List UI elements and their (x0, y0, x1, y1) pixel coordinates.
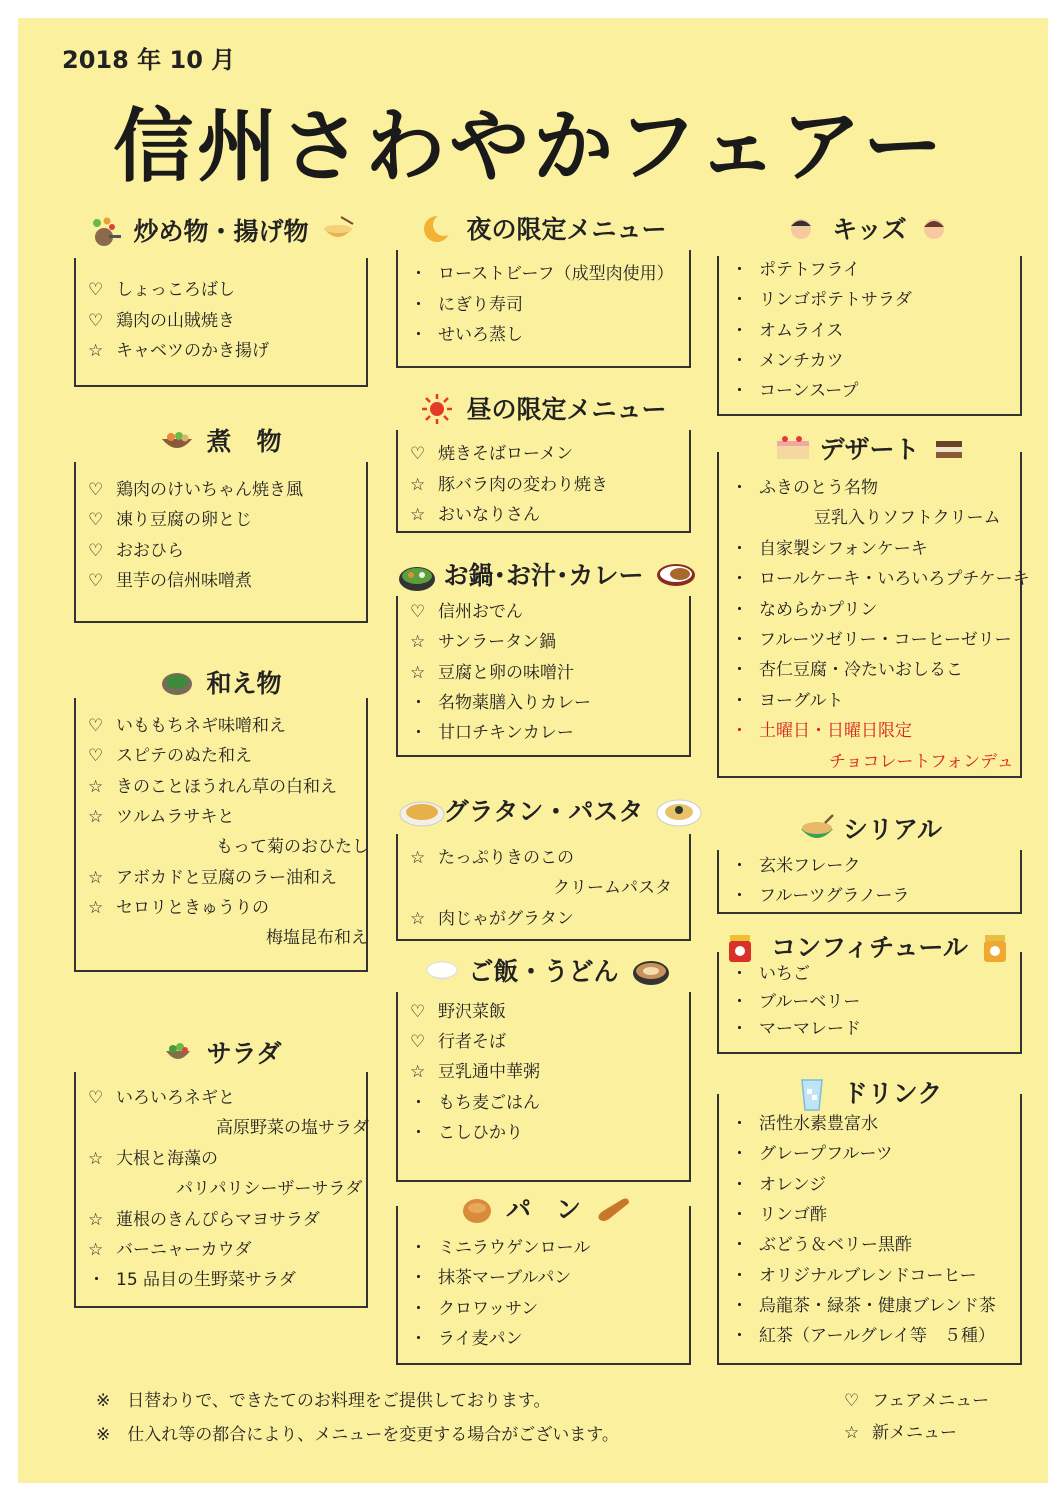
item-text: 自家製シフォンケーキ (759, 538, 928, 559)
menu-item (88, 309, 362, 333)
item-text: 大根と海藻の (116, 1148, 218, 1169)
item-text: 豆乳通中華粥 (438, 1062, 540, 1083)
item-mark: ・ (731, 1144, 748, 1165)
item-text: キャベツのかき揚げ (116, 341, 269, 361)
item-text: にぎり寿司 (438, 294, 523, 315)
item-text: バーニャーカウダ (116, 1240, 252, 1260)
page-title: 信州さわやかフェアー (113, 100, 947, 193)
item-text: 鶏肉のけいちゃん焼き風 (116, 480, 303, 500)
item-mark: ・ (731, 599, 748, 620)
menu-item (731, 689, 1016, 713)
item-mark: ・ (410, 325, 427, 345)
item-text: もち麦ごはん (438, 1092, 540, 1113)
item-mark: ・ (410, 723, 427, 744)
item-text: ミニラウゲンロール (438, 1238, 591, 1258)
item-text: 豆乳入りソフトクリーム (814, 508, 1001, 529)
menu-item (88, 744, 362, 768)
menu-item (731, 628, 1016, 652)
item-mark: ・ (731, 381, 748, 402)
item-text: リンゴポテトサラダ (759, 290, 912, 311)
section-cereal (717, 804, 1022, 914)
item-mark: ♡ (88, 280, 104, 300)
item-text: ローストビーフ（成型肉使用） (438, 264, 674, 284)
menu-item (731, 884, 1016, 908)
menu-item (731, 1203, 1016, 1227)
menu-item (410, 1266, 685, 1290)
item-mark: ・ (731, 964, 748, 984)
menu-item (731, 379, 1016, 403)
item-text: オレンジ (759, 1174, 827, 1195)
item-mark: ・ (731, 290, 748, 311)
item-mark: ・ (410, 1122, 427, 1143)
menu-item (88, 1268, 362, 1292)
section-title-gratin: グラタン・パスタ (443, 797, 644, 826)
menu-item (731, 658, 1016, 682)
item-text: 蓮根のきんぴらマヨサラダ (116, 1209, 320, 1230)
item-mark: ♡ (410, 602, 426, 622)
section-drink (717, 1068, 1022, 1365)
section-aemono (74, 660, 368, 972)
menu-item (88, 896, 362, 920)
item-text: 烏龍茶・緑茶・健康ブレンド茶 (759, 1295, 996, 1316)
item-text: チョコレートフォンデュ (829, 751, 1014, 772)
item-mark: ・ (731, 478, 748, 498)
item-text: 野沢菜飯 (438, 1002, 506, 1022)
section-title-nimono: 煮 物 (206, 427, 282, 456)
hotpot-icon (397, 559, 431, 589)
menu-item (410, 1327, 685, 1351)
item-text: ライ麦パン (438, 1328, 523, 1349)
section-stirfry (74, 200, 368, 387)
section-lunch (396, 386, 691, 533)
item-text: クロワッサン (438, 1298, 539, 1319)
item-text: 高原野菜の塩サラダ (216, 1118, 369, 1139)
item-text: クリームパスタ (553, 878, 672, 899)
item-text: グレープフルーツ (759, 1144, 893, 1165)
item-mark: ♡ (88, 570, 104, 591)
menu-item (88, 1147, 362, 1171)
item-text: 凍り豆腐の卵とじ (116, 510, 252, 531)
section-rice (396, 946, 691, 1182)
item-text: 紅茶（アールグレイ等 ５種） (759, 1326, 995, 1347)
item-text: 15 品目の生野菜サラダ (116, 1270, 296, 1291)
section-nimono (74, 418, 368, 623)
section-title-stirfry: 炒め物・揚げ物 (133, 217, 309, 246)
child-face-icon-2 (919, 213, 953, 243)
item-text: いちご (759, 964, 810, 984)
item-text: おおひら (116, 540, 184, 561)
menu-item (410, 721, 685, 745)
item-mark: ・ (731, 1295, 748, 1316)
item-mark: ♡ (88, 540, 104, 561)
item-mark: ☆ (88, 867, 104, 888)
item-mark: ☆ (410, 908, 426, 929)
legend-fair (844, 1386, 989, 1411)
menu-item (410, 600, 685, 624)
item-text: ブルーベリー (759, 991, 861, 1012)
item-text: 玄米フレーク (759, 856, 861, 876)
item-mark: ・ (731, 350, 748, 371)
child-face-icon (786, 213, 820, 243)
menu-item (410, 473, 685, 497)
menu-item (410, 1121, 685, 1145)
menu-item (88, 339, 362, 363)
menu-item (731, 319, 1016, 343)
menu-item (410, 1060, 685, 1084)
menu-item (731, 1017, 1016, 1041)
section-title-dessert: デザート (819, 435, 920, 464)
item-mark: ☆ (410, 505, 426, 525)
item-mark: ♡ (88, 716, 104, 736)
menu-item (410, 1000, 685, 1024)
item-mark: ☆ (88, 806, 104, 827)
item-text: フルーツグラノーラ (759, 886, 910, 907)
item-text: しょっころばし (116, 280, 235, 300)
item-text: 甘口チキンカレー (438, 723, 574, 744)
menu-item (410, 846, 685, 870)
date-label: 2018 年 10 月 (62, 46, 236, 74)
section-bread (396, 1184, 691, 1365)
item-text: 信州おでん (438, 602, 523, 622)
item-mark: ♡ (410, 1032, 426, 1053)
item-mark: ☆ (88, 341, 104, 361)
item-mark: ♡ (88, 480, 104, 500)
udon-bowl-icon (631, 955, 665, 985)
item-mark: ・ (410, 294, 427, 315)
item-mark: ・ (410, 1238, 427, 1258)
item-mark: ♡ (88, 1088, 104, 1108)
item-mark: ・ (731, 1204, 748, 1225)
item-mark: ・ (731, 991, 748, 1012)
menu-item (88, 866, 362, 890)
item-text: オリジナルブレンドコーヒー (759, 1265, 977, 1286)
menu-item (410, 630, 685, 654)
item-mark: ・ (731, 630, 748, 650)
item-mark: ♡ (88, 310, 104, 331)
item-mark: ♡ (88, 510, 104, 531)
item-text: たっぷりきのこの (438, 848, 574, 868)
pasta-plate-icon (655, 795, 689, 825)
menu-item (731, 854, 1016, 878)
menu-item (410, 661, 685, 685)
section-title-rice: ご飯・うどん (468, 957, 619, 986)
item-text: ポテトフライ (759, 260, 860, 280)
section-title-nabe: お鍋･お汁･カレー (443, 561, 644, 590)
item-mark: ・ (731, 660, 748, 681)
menu-item (88, 478, 362, 502)
item-text: サンラータン鍋 (438, 632, 557, 653)
item-mark: ・ (731, 260, 748, 280)
menu-item (731, 476, 1016, 500)
item-text: メンチカツ (759, 350, 844, 371)
item-text: 鶏肉の山賊焼き (116, 310, 235, 331)
menu-item (731, 506, 1016, 530)
item-mark: ☆ (410, 848, 426, 868)
heart-mark: ♡ (844, 1391, 860, 1411)
menu-item (731, 598, 1016, 622)
item-text: いろいろネギと (116, 1088, 235, 1108)
item-mark: ・ (731, 856, 748, 876)
item-text: マーマレード (759, 1019, 861, 1039)
legend-new-label: 新メニュー (872, 1423, 957, 1443)
item-text: 土曜日・日曜日限定 (759, 721, 912, 742)
item-text: もって菊のおひたし (216, 837, 369, 858)
section-dessert (717, 426, 1030, 778)
section-title-drink: ドリンク (842, 1079, 943, 1108)
gratin-dish-icon (398, 795, 432, 825)
stirfry-icon (87, 215, 121, 245)
menu-item (410, 1091, 685, 1115)
item-text: せいろ蒸し (438, 325, 523, 345)
item-mark: ・ (731, 569, 748, 590)
menu-item (731, 750, 1016, 774)
item-mark: ・ (88, 1270, 105, 1291)
menu-item (410, 323, 685, 347)
item-mark: ☆ (88, 1148, 104, 1169)
item-text: 名物薬膳入りカレー (438, 692, 591, 713)
item-text: アボカドと豆腐のラー油和え (116, 867, 337, 888)
menu-item (731, 1112, 1016, 1136)
section-night (396, 206, 691, 368)
item-mark: ☆ (88, 1240, 104, 1260)
item-mark: ♡ (410, 444, 426, 464)
noodle-bowl-icon (321, 215, 355, 245)
legend-fair-label: フェアメニュー (872, 1391, 990, 1411)
menu-item (88, 1238, 362, 1262)
menu-item (731, 567, 1030, 591)
menu-item (88, 539, 362, 563)
item-text: きのことほうれん草の白和え (116, 776, 337, 797)
section-title-salad: サラダ (206, 1039, 282, 1068)
note-menu-change: ※ 仕入れ等の都合により、メニューを変更する場合がございます。 (96, 1425, 619, 1445)
menu-item (88, 926, 368, 950)
menu-item (731, 1324, 1016, 1348)
item-text: ふきのとう名物 (759, 478, 878, 498)
section-nabe (396, 550, 691, 757)
item-mark: ☆ (410, 1062, 426, 1083)
item-text: ロールケーキ・いろいろプチケーキ (759, 569, 1030, 590)
menu-item (731, 1142, 1016, 1166)
item-mark: ♡ (88, 746, 104, 767)
greens-dish-icon (160, 667, 194, 697)
item-mark: ☆ (410, 662, 426, 683)
menu-item (731, 990, 1016, 1014)
item-text: 杏仁豆腐・冷たいおしるこ (759, 660, 963, 681)
item-text: スピテのぬた和え (116, 746, 252, 767)
item-mark: ☆ (88, 1209, 104, 1230)
menu-item (731, 962, 1016, 986)
item-text: ツルムラサキと (116, 806, 235, 827)
item-text: パリパリシーザーサラダ (176, 1179, 363, 1200)
menu-item (88, 1086, 362, 1110)
item-text: 肉じゃがグラタン (438, 908, 574, 929)
item-mark: ・ (410, 1328, 427, 1349)
item-text: コーンスープ (759, 381, 859, 402)
menu-item (410, 691, 685, 715)
item-text: 里芋の信州味噌煮 (116, 570, 252, 591)
section-gratin (396, 786, 691, 941)
item-mark: ・ (731, 1114, 748, 1134)
menu-item (410, 503, 685, 527)
menu-item (410, 262, 685, 286)
section-title-confiture: コンフィチュール (771, 933, 968, 962)
item-mark: ・ (731, 1326, 748, 1347)
item-text: フルーツゼリー・コーヒーゼリー (759, 630, 1012, 650)
menu-item (88, 1116, 369, 1140)
note-daily: ※ 日替わりで、できたてのお料理をご提供しております。 (96, 1391, 551, 1411)
menu-item (731, 537, 1016, 561)
menu-item (88, 1208, 362, 1232)
menu-item (731, 1264, 1016, 1288)
section-kids (717, 206, 1022, 416)
item-mark: ・ (731, 721, 748, 742)
item-mark: ・ (731, 886, 748, 907)
menu-item (410, 1236, 685, 1260)
item-text: 行者そば (438, 1032, 506, 1053)
menu-item (731, 258, 1016, 282)
rice-bowl-icon (422, 955, 456, 985)
item-mark: ・ (731, 320, 748, 341)
menu-item (410, 907, 685, 931)
section-title-lunch: 昼の限定メニュー (466, 395, 667, 424)
legend-new (844, 1418, 957, 1443)
sun-icon (420, 393, 454, 423)
item-text: 活性水素豊富水 (759, 1114, 878, 1134)
item-text: リンゴ酢 (759, 1204, 827, 1225)
item-mark: ・ (410, 264, 427, 284)
item-mark: ☆ (410, 632, 426, 653)
menu-item (731, 349, 1016, 373)
moon-icon (420, 213, 454, 243)
section-salad (74, 1030, 368, 1308)
menu-item (731, 1294, 1016, 1318)
item-text: いももちネギ味噌和え (116, 716, 286, 736)
item-mark: ・ (731, 1265, 748, 1286)
item-mark: ・ (410, 1092, 427, 1113)
item-text: なめらかプリン (759, 599, 878, 620)
item-mark: ・ (410, 1268, 427, 1289)
menu-item (410, 876, 685, 900)
item-text: 梅塩昆布和え (266, 928, 368, 949)
section-confiture (717, 922, 1022, 1054)
menu-item (88, 569, 362, 593)
menu-item (731, 719, 1016, 743)
menu-item (410, 293, 685, 317)
menu-item (88, 775, 362, 799)
menu-item (88, 1177, 362, 1201)
section-title-bread: パ ン (505, 1195, 581, 1224)
item-mark: ・ (731, 1174, 748, 1195)
cereal-bowl-icon (797, 813, 831, 843)
menu-item (88, 508, 362, 532)
section-title-aemono: 和え物 (206, 669, 282, 698)
item-text: 焼きそばローメン (438, 444, 574, 464)
item-text: ヨーグルト (759, 690, 844, 711)
menu-item (731, 288, 1016, 312)
item-text: 豚バラ肉の変わり焼き (438, 474, 608, 495)
item-text: 豆腐と卵の味噌汁 (438, 662, 574, 683)
item-mark: ☆ (88, 776, 104, 797)
menu-item (88, 714, 362, 738)
star-mark: ☆ (844, 1423, 860, 1443)
item-text: セロリときゅうりの (116, 897, 269, 918)
item-text: こしひかり (438, 1122, 523, 1143)
salad-bowl-icon (161, 1037, 195, 1067)
item-mark: ・ (731, 538, 748, 559)
item-mark: ・ (410, 692, 427, 713)
menu-item (410, 442, 685, 466)
item-mark: ♡ (410, 1002, 426, 1022)
item-mark: ・ (731, 1235, 748, 1256)
item-mark: ・ (731, 690, 748, 711)
section-title-kids: キッズ (832, 215, 907, 244)
item-mark: ・ (410, 1298, 427, 1319)
item-text: おいなりさん (438, 505, 540, 525)
menu-item (731, 1173, 1016, 1197)
menu-item (731, 1233, 1016, 1257)
item-mark: ☆ (88, 897, 104, 918)
section-title-night: 夜の限定メニュー (466, 215, 667, 244)
menu-item (410, 1030, 685, 1054)
section-title-cereal: シリアル (842, 815, 942, 844)
menu-item (88, 278, 362, 302)
simmered-dish-icon (160, 425, 194, 455)
item-mark: ☆ (410, 474, 426, 495)
item-text: ぶどう＆ベリー黒酢 (759, 1235, 912, 1256)
item-text: オムライス (759, 320, 844, 341)
menu-item (410, 1297, 685, 1321)
item-mark: ・ (731, 1019, 748, 1039)
item-text: 抹茶マーブルパン (438, 1268, 572, 1289)
curry-plate-icon (656, 559, 690, 589)
menu-item (88, 835, 369, 859)
menu-item (88, 805, 362, 829)
